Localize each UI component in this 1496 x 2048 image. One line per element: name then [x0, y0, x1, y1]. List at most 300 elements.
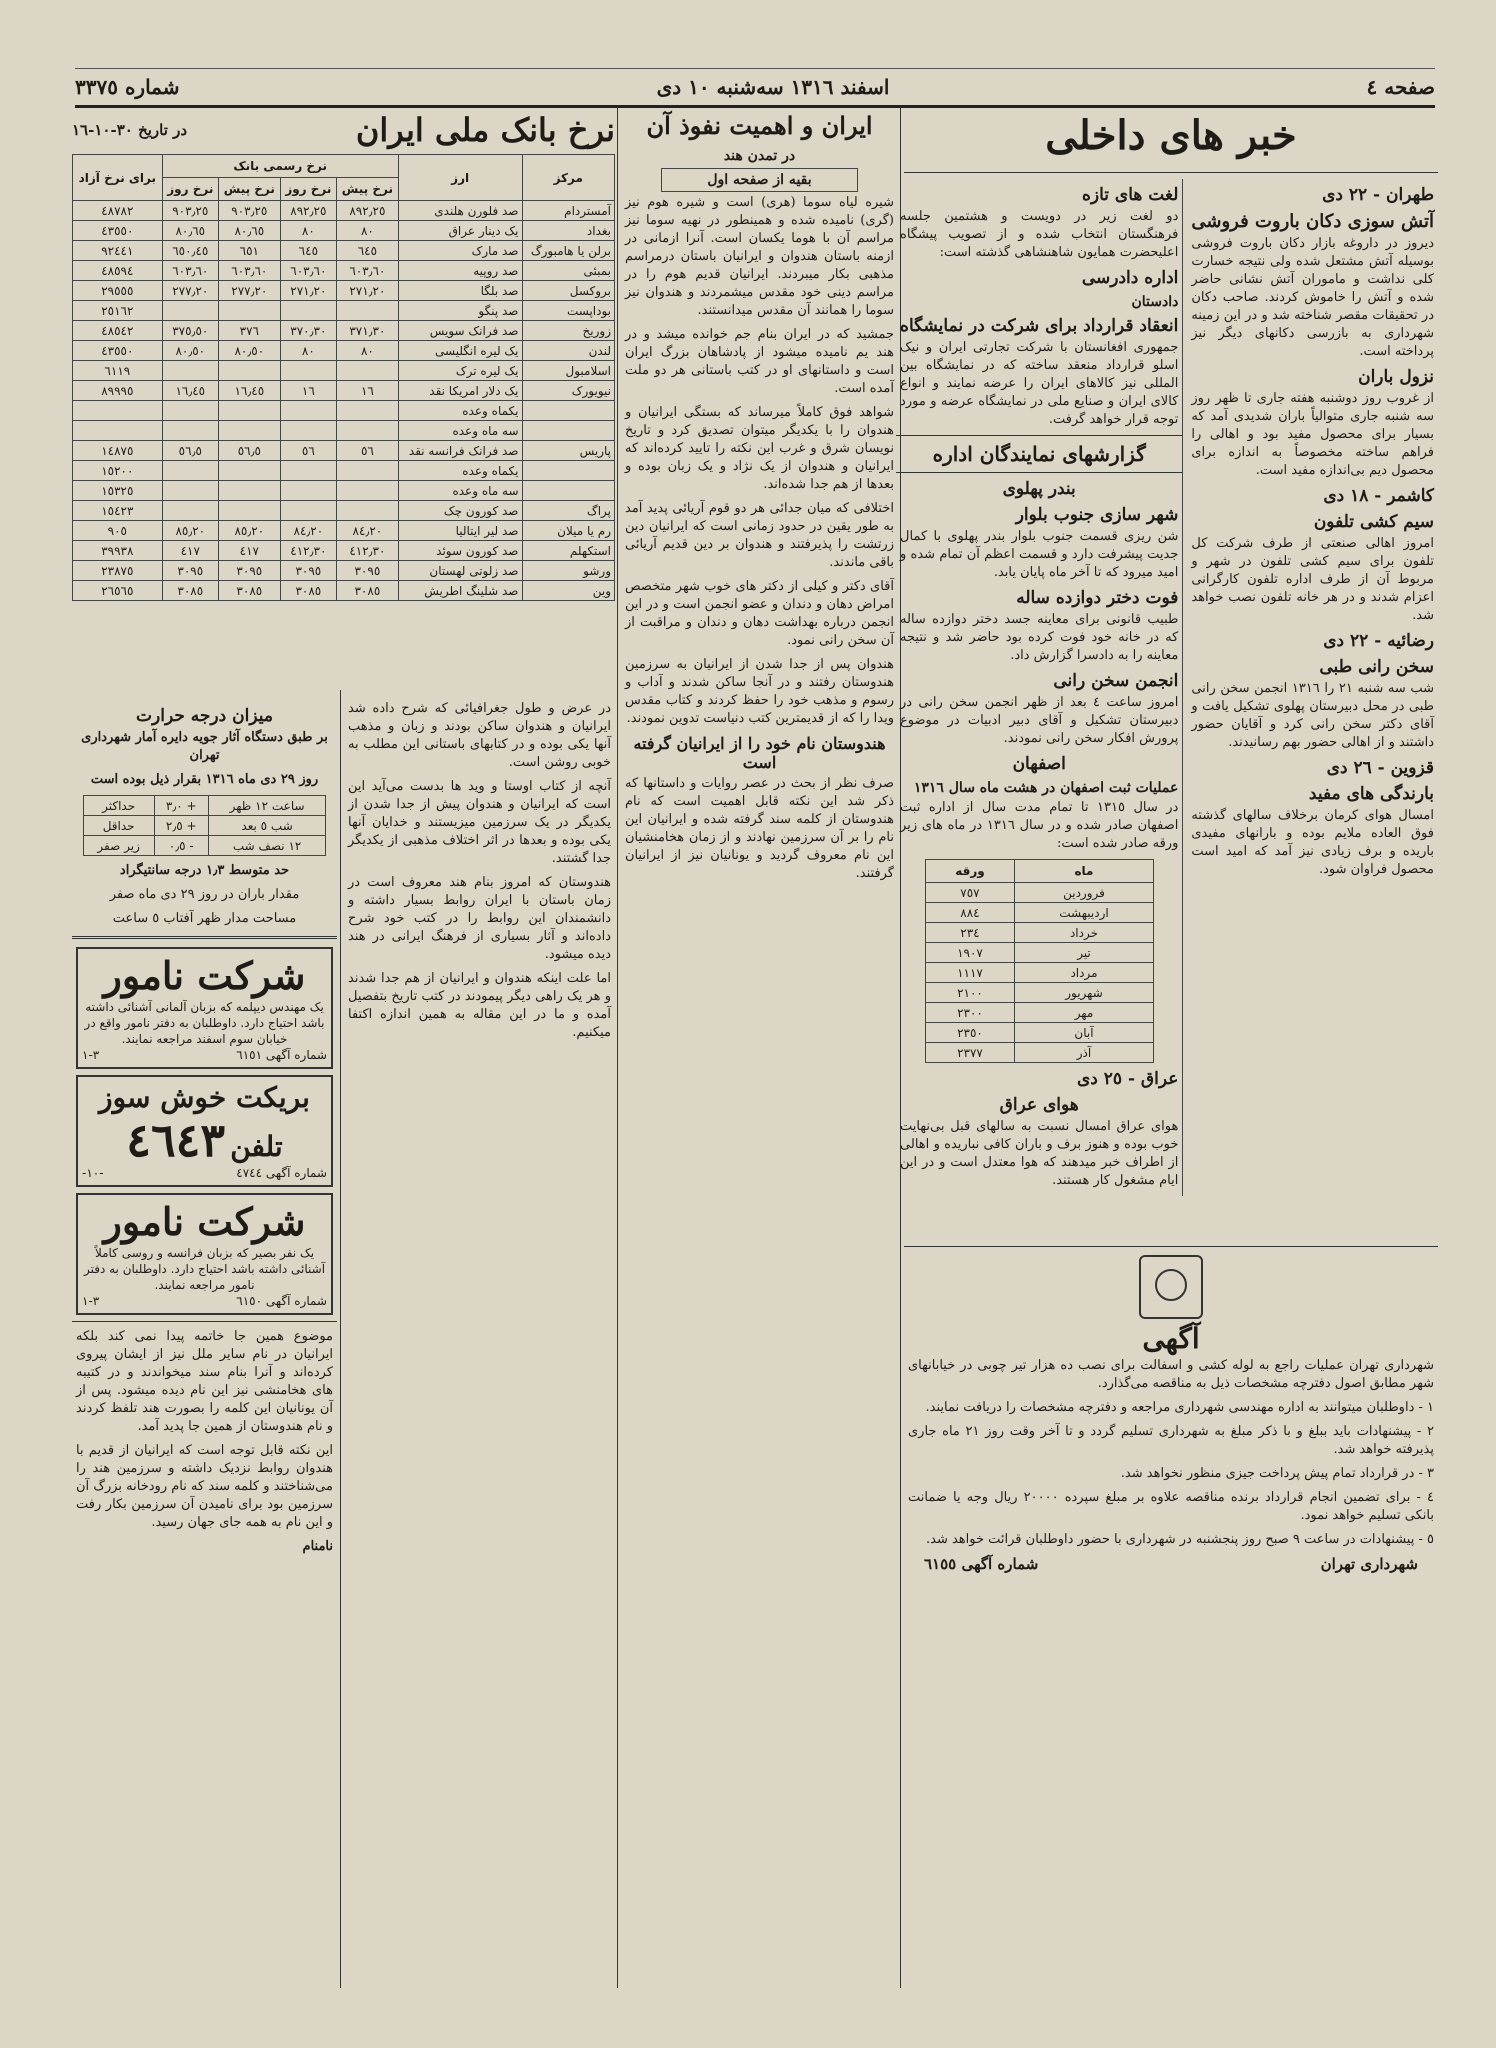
notice-signature: شهرداری تهران: [1320, 1555, 1418, 1573]
rate-value: ٤٨٧٨٢: [73, 201, 163, 221]
rate-city: [522, 481, 615, 501]
rate-currency: یکماه وعده: [398, 401, 522, 421]
rates-col-buy-cash: نرخ پیش: [337, 178, 399, 201]
rate-value: [337, 401, 399, 421]
rate-city: بمبئی: [522, 261, 615, 281]
rates-row: [73, 281, 615, 301]
rate-value: ٣٠٩٥: [162, 561, 218, 581]
rates-row: [73, 321, 615, 341]
rate-value: ٨٠: [280, 341, 336, 361]
speech-headline: انجمن سخن رانی: [1053, 671, 1179, 691]
rate-value: [162, 421, 218, 441]
isfahan-cell: آبان: [1015, 1023, 1153, 1043]
rate-value: [218, 361, 280, 381]
rates-row: [73, 401, 615, 421]
article-paragraph: جمشید که در ایران بنام جم خوانده میشد و در هند یم نامیده میشود از پادشاهان بزرگ ایران است و داستانهای او در کتب باستانی هر دو ملت آمده است.: [625, 327, 894, 396]
rate-value: ٤١٧: [218, 541, 280, 561]
rate-city: وین: [522, 581, 615, 601]
rate-city: [522, 461, 615, 481]
rate-value: ٢٦٥٦٥: [73, 581, 163, 601]
rate-value: ١٦٫٤٥: [218, 381, 280, 401]
mid-paragraph: آنچه از کتاب اوستا و وید ها بدست می‌آید این است که ایرانیان و هندوان پیش از جدا شدن از یکدیگر در یک سرزمین میزیستند و خدایان آنها یکی بوده و بعدها در اثر اختلاف مذهبی از یکدیگر جدا گشتند.: [348, 779, 611, 866]
weather-subtitle: بر طبق دستگاه آثار جویه دایره آمار شهرداری تهران: [81, 730, 328, 763]
rate-value: ١٤٨٧٥: [73, 441, 163, 461]
isfahan-row: [925, 963, 1153, 983]
ad-number: شماره آگهی ٦١٥١: [236, 1048, 327, 1062]
mid-paragraph: هندوستان که امروز بنام هند معروف است در زمان باستان با ایران روابط بسیار داشته و دانشمندان این روابط را در کتب خود شرح داده‌اند و آثار بسیاری از فرهنگ ایرانی در هند دیده میشود.: [348, 875, 611, 962]
rates-col-sell-cash: نرخ پیش: [218, 178, 280, 201]
rate-value: [280, 481, 336, 501]
mid-paragraph: در عرض و طول جغرافیائی که شرح داده شد ایرانیان و هندوان ساکن بودند و زبان و مذهب آنها یکی بوده و در کتابهای باستانی این مطلب به خوبی روشن است.: [348, 701, 611, 770]
rate-value: ٨٠٫٥٠: [162, 341, 218, 361]
rates-date: در تاریخ ٣٠-١٠-١٦: [72, 121, 188, 139]
rate-value: ٨٠٫٥٠: [218, 341, 280, 361]
rate-city: بغداد: [522, 221, 615, 241]
weather-row: [83, 836, 326, 856]
rate-city: آمستردام: [522, 201, 615, 221]
rate-value: [280, 401, 336, 421]
snow-headline: بارندگی های مفید: [1308, 784, 1434, 804]
isfahan-cell: ٢٣٥٠: [925, 1023, 1015, 1043]
iraq-headline: هوای عراق: [999, 1095, 1079, 1115]
coat-of-arms: [1139, 1255, 1203, 1319]
rate-value: ٨٤٫٢٠: [280, 521, 336, 541]
rate-currency: صد کورون چک: [398, 501, 522, 521]
isfahan-cell: ورقه: [925, 860, 1015, 883]
rates-row: [73, 201, 615, 221]
rate-value: ١٦: [337, 381, 399, 401]
rate-value: [337, 461, 399, 481]
phone-headline: سیم کشی تلفون: [1313, 512, 1434, 532]
rate-currency: یک لیره انگلیسی: [398, 341, 522, 361]
isfahan-row: [925, 943, 1153, 963]
rate-value: [162, 361, 218, 381]
rate-value: ٥٦٫٥: [162, 441, 218, 461]
rate-currency: یکماه وعده: [398, 461, 522, 481]
weather-title: میزان درجه حرارت: [136, 706, 273, 726]
ad-phone-label: تلفن: [230, 1130, 283, 1163]
rate-value: [280, 361, 336, 381]
rate-city: اسلامبول: [522, 361, 615, 381]
weather-cell: - ٠٫٥: [154, 836, 208, 856]
isfahan-table: [925, 859, 1154, 1063]
rates-row: [73, 541, 615, 561]
domestic-news-section: [900, 106, 1438, 1188]
rates-row: [73, 561, 615, 581]
notice-item: ٥ - پیشنهادات در ساعت ٩ صبح روز پنجشنبه در شهرداری با حضور داوطلبان قرائت خواهد شد.: [925, 1532, 1434, 1547]
rate-value: ١٥٢٠٠: [73, 461, 163, 481]
iraq-text: هوای عراق امسال نسبت به سالهای قبل بی‌نهایت خوب بوده و هنوز برف و باران کافی نباریده و اهالی از اطراف خبر میدهند که هوا معتدل است و در این ایام مشغول کار هستند.: [900, 1119, 1179, 1188]
rate-city: [522, 401, 615, 421]
issue-number: شماره ٣٣٧٥: [75, 75, 180, 99]
rate-value: ٦٤٥: [280, 241, 336, 261]
rate-value: ٨٠٫٦٥: [162, 221, 218, 241]
rates-row: [73, 381, 615, 401]
weather-table: [83, 795, 327, 856]
article-title: ایران و اهمیت نفوذ آن: [646, 111, 873, 140]
rates-col-buy-time: نرخ روز: [280, 178, 336, 201]
rate-value: ٣٠٩٥: [337, 561, 399, 581]
girl-text: طبیب قانونی برای معاینه جسد دختر دوازده ساله که در خانه خود فوت کرده بود حاضر شد و نتیجه معاینه را به دادسرا گزارش داد.: [900, 612, 1179, 663]
isfahan-cell: فروردین: [1015, 883, 1153, 903]
rates-row: [73, 361, 615, 381]
isfahan-cell: تیر: [1015, 943, 1153, 963]
rate-city: پراگ: [522, 501, 615, 521]
rates-title: نرخ بانک ملی ایران: [355, 111, 615, 149]
rate-value: ٣٠٨٥: [280, 581, 336, 601]
isfahan-cell: مهر: [1015, 1003, 1153, 1023]
contract-text: جمهوری افغانستان با شرکت تجارتی ایران و نیک اسلو قرارداد منعقد ساخته که در نمایشگاه بین المللی نیز کالاهای ایران را عرضه نمایند و انواع کالای ایران و صنایع ملی در نمایشگاه عرضه و مورد توجه قرار خواهد گرفت.: [900, 340, 1179, 427]
rate-city: بوداپست: [522, 301, 615, 321]
kashmar-date: کاشمر - ١٨ دی: [1323, 486, 1434, 506]
rate-value: ٣٧٥٫٥٠: [162, 321, 218, 341]
rate-value: [162, 481, 218, 501]
article-paragraph: شواهد فوق کاملاً میرساند که بستگی ایرانیان و هندوان را با یکدیگر میتوان تصدیق کرد و تاریخ نویسان شرق و غرب این نکته را تایید کرده‌اند که ایرانیان و هندوان از یک نژاد و یک زبان بوده و بعدها از هم جدا شده‌اند.: [625, 405, 894, 492]
article-paragraph: آقای دکتر و کیلی از دکتر های خوب شهر متخصص امراض دهان و دندان و عضو انجمن است و در این انجمن درباره بهداشت دهان و دندان و مراقبت از آن سخن رانی نمود.: [625, 579, 894, 648]
rate-currency: صد فلورن هلندی: [398, 201, 522, 221]
isfahan-row: [925, 983, 1153, 1003]
rain-text: از غروب روز دوشنبه هفته جاری تا ظهر روز سه شنبه جاری متوالیاً باران شدیدی آمد که بسیار برای محصول مفید بود و اهالی را فراهم ساخته مخصوصاً به اندازه برای محصول دیم بی‌اندازه مفید است.: [1191, 391, 1434, 478]
rate-currency: صد روپیه: [398, 261, 522, 281]
isfahan-cell: مرداد: [1015, 963, 1153, 983]
weather-cell: + ٣٫٠: [154, 796, 208, 816]
rate-city: زوریخ: [522, 321, 615, 341]
speech-text: امروز ساعت ٤ بعد از ظهر انجمن سخن رانی در دبیرستان تشکیل و آقای دبیر ادبیات در موضوع پرورش افکار سخن رانی نمودند.: [900, 695, 1179, 746]
rates-row: [73, 341, 615, 361]
rates-row: [73, 261, 615, 281]
page-number: صفحه ٤: [1366, 75, 1435, 99]
rate-value: ٦٠٣٫٦٠: [162, 261, 218, 281]
ad-number: شماره آگهی ٤٧٤٤: [236, 1166, 327, 1180]
masthead: [75, 68, 1435, 108]
rate-value: ٣٧٦: [218, 321, 280, 341]
rates-row: [73, 301, 615, 321]
ad-text: یک نفر بصیر که بزبان فرانسه و روسی کاملاً آشنائی داشته باشد احتیاج دارد. داوطلبان به دفتر نامور مراجعه نمایند.: [83, 1246, 326, 1292]
rate-value: ٦٥١: [218, 241, 280, 261]
weather-cell: + ٢٫٥: [154, 816, 208, 836]
ad-phone: ٤٦٤٣: [126, 1113, 226, 1167]
rate-value: [162, 301, 218, 321]
weather-sun: مساحت مدار ظهر آفتاب ٥ ساعت: [112, 911, 297, 926]
left-paragraph: این نکته قابل توجه است که ایرانیان از قدیم با هندوان روابط نزدیک داشته و سرزمین هند را می‌شناختند و کلمه سند که نام رودخانه بزرگ آن سرزمین بود برای نامیدن آن سرزمین بکار رفت و این نام به همه جای جهان رسید.: [76, 1443, 333, 1530]
weather-cell: حداکثر: [83, 796, 154, 816]
medical-headline: سخن رانی طبی: [1319, 657, 1434, 677]
rate-value: ٨٠: [337, 341, 399, 361]
rate-value: [337, 501, 399, 521]
rate-currency: صد فرانک سویس: [398, 321, 522, 341]
weather-date: روز ٢٩ دی ماه ١٣١٦ بقرار ذیل بوده است: [90, 772, 319, 787]
rate-value: ٢٥١٦٢: [73, 301, 163, 321]
weather-cell: شب ٥ بعد: [208, 816, 326, 836]
rate-value: ٦١١٩: [73, 361, 163, 381]
isfahan-row: [925, 1023, 1153, 1043]
ad-title: شرکت نامور: [103, 953, 306, 998]
article-box-title: هندوستان نام خود را از ایرانیان گرفته است: [633, 734, 886, 772]
office-headline: اداره دادرسی: [1081, 268, 1179, 288]
rate-value: ٦٠٣٫٦٠: [337, 261, 399, 281]
article-paragraph: هندوان پس از جدا شدن از ایرانیان به سرزمین هندوستان رفتند و در آنجا ساکن شدند و آداب و رسوم و مذهب خود را حفظ کردند و کتاب مقدس ویدا را که از قدیمترین کتب دنیاست تدوین نمودند.: [625, 657, 894, 726]
ad-count: ٣-١: [82, 1294, 100, 1308]
rate-value: ٨٠: [337, 221, 399, 241]
isfahan-row: [925, 883, 1153, 903]
rates-row: [73, 421, 615, 441]
weather-rain: مقدار باران در روز ٢٩ دی ماه صفر: [109, 887, 300, 902]
fire-headline: آتش سوزی دکان باروت فروشی: [1191, 211, 1434, 232]
isfahan-cell: ٢٣٧٧: [925, 1043, 1015, 1063]
rezaiyeh-date: رضائیه - ٢٢ دی: [1323, 631, 1434, 651]
notice-section: [904, 1240, 1438, 1988]
rate-currency: صد شلینگ اطریش: [398, 581, 522, 601]
rate-value: ٨٩٢٫٢٥: [337, 201, 399, 221]
rates-col-sell-time: نرخ روز: [162, 178, 218, 201]
ad-briquette: [76, 1075, 333, 1187]
notice-title: آگهی: [1142, 1322, 1200, 1355]
left-paragraph: موضوع همین جا خاتمه پیدا نمی کند بلکه ایرانیان در نام سایر ملل نیز از ایشان پیروی کرده‌اند و آنرا بنام سند میخواندند و در کتیبه های هخامنشی نیز این نام دیده میشود. پس از آن یونانیان این کلمه را بصورت هند تلفظ کردند و نام هندوستان از همین جا پدید آمد.: [76, 1329, 333, 1434]
rate-currency: صد فرانک فرانسه نقد: [398, 441, 522, 461]
rate-value: ٥٦: [337, 441, 399, 461]
weather-row: [83, 796, 326, 816]
notice-item: ٢ - پیشنهادات باید ببلغ و با ذکر مبلغ به شهرداری تسلیم گردد و تا آخر وقت روز ٢١ ماه جاری پذیرفته خواهد شد.: [908, 1424, 1434, 1457]
rate-value: ٥٦٫٥: [218, 441, 280, 461]
rate-city: [522, 421, 615, 441]
rate-city: ورشو: [522, 561, 615, 581]
rate-value: ٣٠٩٥: [280, 561, 336, 581]
rates-row: [73, 441, 615, 461]
rate-value: ٣٠٨٥: [218, 581, 280, 601]
notice-item: ١ - داوطلبان میتوانند به اداره مهندسی شهرداری مراجعه و دفترچه مشخصات را دریافت نمایند.: [925, 1400, 1434, 1415]
rate-value: ٩٢٤٤١: [73, 241, 163, 261]
girl-headline: فوت دختر دوازده ساله: [1016, 588, 1179, 608]
rate-value: ٢٩٥٥٥: [73, 281, 163, 301]
isfahan-cell: ٢٣٠٠: [925, 1003, 1015, 1023]
rates-section: [72, 106, 615, 698]
isfahan-cell: ١٩٠٧: [925, 943, 1015, 963]
rate-value: [337, 481, 399, 501]
rate-value: ٢٧١٫٢٠: [337, 281, 399, 301]
rate-value: ٤٣٥٥٠: [73, 221, 163, 241]
rate-value: ٩٠٣٫٢٥: [162, 201, 218, 221]
rate-value: ١٦٫٤٥: [162, 381, 218, 401]
rate-value: ٨٠٫٦٥: [218, 221, 280, 241]
rate-currency: سه ماه وعده: [398, 481, 522, 501]
rate-city: رم یا میلان: [522, 521, 615, 541]
rate-value: ٢٧١٫٢٠: [280, 281, 336, 301]
rate-value: [73, 421, 163, 441]
isfahan-cell: ماه: [1015, 860, 1153, 883]
vocab-headline: لغت های تازه: [1081, 185, 1179, 205]
rate-value: [337, 421, 399, 441]
rate-value: [218, 501, 280, 521]
qazvin-date: قزوین - ٢٦ دی: [1326, 758, 1434, 778]
rate-value: ٣٠٩٥: [218, 561, 280, 581]
rate-value: [218, 421, 280, 441]
reports-headline: گزارشهای نمایندگان اداره: [932, 442, 1146, 466]
ad-namvar-1: [76, 947, 333, 1069]
fire-text: دیروز در داروغه بازار دکان باروت فروشی بوسیله آتش مشتعل شده ولی نتیجه خسارت کلی نداشت و ماموران آتش نشانی حاضر شده و آتش را خاموش کردند. صاحب دکان در تحقیقات مقصر شناخته شد و در این زمینه شهرداری به بازرسی دکانهای دیگر نیز پرداخته است.: [1191, 236, 1434, 359]
rates-table: [72, 154, 615, 601]
article-subtitle: در تمدن هند: [723, 148, 796, 164]
rate-currency: صد پنگو: [398, 301, 522, 321]
rate-value: ٣٩٩٣٨: [73, 541, 163, 561]
rate-value: ٤٣٥٥٠: [73, 341, 163, 361]
rate-currency: سه ماه وعده: [398, 421, 522, 441]
isfahan-cell: خرداد: [1015, 923, 1153, 943]
isfahan-row: [925, 923, 1153, 943]
rates-row: [73, 501, 615, 521]
vocab-text: دو لغت زیر در دویست و هشتمین جلسه فرهنگستان انتخاب شده و از تصویب پیشگاه اعلیحضرت همایون شاهنشاهی گذشته است:: [900, 209, 1179, 260]
isfahan-cell: ٢١٠٠: [925, 983, 1015, 1003]
rain-headline: نزول باران: [1358, 367, 1434, 387]
weather-cell: ساعت ١٢ ظهر: [208, 796, 326, 816]
rate-value: [218, 481, 280, 501]
rate-value: ٣٧١٫٣٠: [337, 321, 399, 341]
rates-col-city: مرکز: [522, 155, 615, 201]
bulvar-headline: شهر سازی جنوب بلوار: [1015, 505, 1179, 525]
isfahan-cell: آذر: [1015, 1043, 1153, 1063]
mid-paragraph: اما علت اینکه هندوان و ایرانیان از هم جدا شدند و هر یک راهی دیگر پیمودند در کتب تاریخ بتفصیل آمده و ما در این مقاله به همین اندازه اکتفا میکنیم.: [348, 971, 611, 1040]
rate-value: ٤١٢٫٣٠: [280, 541, 336, 561]
medical-text: شب سه شنبه ٢١ را ١٣١٦ انجمن سخن رانی طبی در محل دبیرستان پهلوی تشکیل یافت و آقای دکتر سخن رانی کرد و آقایان حضور داشتند و از اهالی حضور بهم رسانیدند.: [1191, 681, 1435, 750]
phone-text: امروز اهالی صنعتی از طرف شرکت کل تلفون برای سیم کشی تلفون در شهر و مربوط آن از طرف اداره تلفون کارگرانی اعزام شدند و در هر خانه تلفون نصب خواهد شد.: [1191, 536, 1434, 623]
rates-row: [73, 521, 615, 541]
rate-value: ٢٧٧٫٢٠: [162, 281, 218, 301]
rate-value: [337, 361, 399, 381]
ad-number: شماره آگهی ٦١٥٠: [236, 1294, 327, 1308]
rate-currency: صد لیر ایتالیا: [398, 521, 522, 541]
rate-value: ٤٨٥٤٢: [73, 321, 163, 341]
rate-value: [337, 301, 399, 321]
mid-text-section: [344, 700, 615, 1988]
rates-row: [73, 581, 615, 601]
rate-value: ٣٧٠٫٣٠: [280, 321, 336, 341]
rate-value: ٥٦: [280, 441, 336, 461]
ad-count: ٣-١: [82, 1048, 100, 1062]
rate-value: ٩٠٥: [73, 521, 163, 541]
ad-namvar-2: [76, 1193, 333, 1315]
rate-value: ٩٠٣٫٢٥: [218, 201, 280, 221]
rate-value: [218, 301, 280, 321]
rate-city: لندن: [522, 341, 615, 361]
rate-value: [162, 401, 218, 421]
office-sub: دادستان: [1131, 294, 1179, 310]
rate-value: ٨٩٢٫٢٥: [280, 201, 336, 221]
rates-col-currency: ارز: [398, 155, 522, 201]
ad-title: بریکت خوش سوز: [99, 1081, 310, 1114]
isfahan-cell: ١١١٧: [925, 963, 1015, 983]
rate-value: [218, 461, 280, 481]
isfahan-cell: اردیبهشت: [1015, 903, 1153, 923]
rate-value: [218, 401, 280, 421]
rate-value: ٣٠٨٥: [162, 581, 218, 601]
tehran-date: طهران - ٢٢ دی: [1322, 185, 1434, 205]
ad-count: -١٠-: [82, 1166, 104, 1180]
rate-value: ٦٠٣٫٦٠: [218, 261, 280, 281]
notice-item: ٣ - در قرارداد تمام پیش پرداخت جیزی منظور نخواهد شد.: [1120, 1466, 1434, 1481]
snow-text: امسال هوای کرمان برخلاف سالهای گذشته فوق العاده ملایم بوده و بارانهای مفیدی باریده و برف زیادی نیز آمد که امید است محصول فراوان شود.: [1191, 808, 1434, 877]
rate-value: ٨٥٫٢٠: [162, 521, 218, 541]
isfahan-row: [925, 1043, 1153, 1063]
isfahan-row: [925, 903, 1153, 923]
rate-value: ٤١٧: [162, 541, 218, 561]
rate-currency: صد مارک: [398, 241, 522, 261]
rate-city: برلن یا هامبورگ: [522, 241, 615, 261]
rate-value: [280, 461, 336, 481]
rates-row: [73, 241, 615, 261]
rates-col-free: برای نرخ آزاد: [73, 155, 163, 201]
rate-value: ٢٧٧٫٢٠: [218, 281, 280, 301]
rate-value: ٢٣٨٧٥: [73, 561, 163, 581]
rate-value: ٤١٢٫٣٠: [337, 541, 399, 561]
rate-value: [162, 501, 218, 521]
isfahan-cell: ٨٨٤: [925, 903, 1015, 923]
weather-cell: ١٢ نصف شب: [208, 836, 326, 856]
rate-currency: یک دلار امریکا نقد: [398, 381, 522, 401]
rate-value: ٨٠: [280, 221, 336, 241]
rate-currency: یک لیره ترک: [398, 361, 522, 381]
rates-row: [73, 221, 615, 241]
rate-city: پاریس: [522, 441, 615, 461]
article-paragraph: اختلافی که میان جدائی هر دو قوم آریائی پدید آمد به طور یقین در حدود زمانی است که ایرانیان دین زرتشت را پذیرفتند و هندوان بر دین قدیم آریائی باقی ماندند.: [625, 501, 894, 570]
notice-item: ٤ - برای تضمین انجام قرارداد برنده مناقصه علاوه بر مبلغ سپرده ٢٠٠٠٠ ریال وجه یا ضمانت بانکی تسلیم خواهد نمود.: [908, 1490, 1434, 1523]
isfahan-headline: اصفهان: [1012, 754, 1066, 774]
weather-row: [83, 816, 326, 836]
rate-value: ٦٠٣٫٦٠: [280, 261, 336, 281]
weather-cell: زیر صفر: [83, 836, 154, 856]
rate-city: بروکسل: [522, 281, 615, 301]
rate-city: استکهلم: [522, 541, 615, 561]
notice-intro: شهرداری تهران عملیات راجع به لوله کشی و اسفالت برای نصب ده هزار تیر چوبی در خیابانهای شهر مطابق اصول دفترچه مشخصات ذیل به مناقصه می‌گذارد.: [908, 1358, 1434, 1391]
isfahan-row: [925, 860, 1153, 883]
rate-value: ١٥٣٢٥: [73, 481, 163, 501]
left-signature: نامنام: [302, 1539, 333, 1554]
weather-cell: حداقل: [83, 816, 154, 836]
rates-col-official: نرخ رسمی بانک: [162, 155, 398, 178]
rate-currency: صد زلوتی لهستان: [398, 561, 522, 581]
rate-value: [73, 401, 163, 421]
isfahan-row: [925, 1003, 1153, 1023]
rate-value: ١٥٤٢٣: [73, 501, 163, 521]
article-paragraph: شیره لیاه سوما (هری) است و شیره هوم نیز (گری) نامیده شده و همینطور در نهیه سوما نیز مراسم آن با هوما یکسان است. آنرا ازمانی در ازمنه باستان هندوان و ایرانیان باستان درمراسم مذهبی بکار میبردند. ایرانیان قدیم هوم را در مراسم دینی خود مقدس میشمردند و هندوان نیز سوما را همانند آن مقدس میدانستند.: [625, 195, 894, 318]
bulvar-text: شن ریزی قسمت جنوب بلوار بندر پهلوی با کمال جدیت پیشرفت دارد و قسمت اعظم آن تمام شده و امید میرود که تا آخر ماه پایان یابد.: [900, 529, 1179, 580]
rate-currency: صد بلگا: [398, 281, 522, 301]
contract-headline: انعقاد قرارداد برای شرکت در نمایشگاه: [900, 316, 1179, 336]
rates-row: [73, 481, 615, 501]
rate-currency: صد کورون سوئد: [398, 541, 522, 561]
rate-value: [162, 461, 218, 481]
rate-value: ٨٥٫٢٠: [218, 521, 280, 541]
rate-value: ٨٤٫٢٠: [337, 521, 399, 541]
isfahan-cell: ٧٥٧: [925, 883, 1015, 903]
article-section: [621, 106, 898, 1988]
ad-text: یک مهندس دیپلمه که بزبان آلمانی آشنائی داشته باشد احتیاج دارد. داوطلبان به دفتر نامور واقع در خیابان سوم اسفند مراجعه نمایند.: [84, 1000, 325, 1046]
weather-avg: حد متوسط ١٫٣ درجه سانتیگراد: [119, 863, 290, 878]
isfahan-text: در سال ١٣١٥ تا تمام مدت سال از اداره ثبت اصفهان صادر شده و در سال ١٣١٦ در ماه های زیر ورقه صادر شده است:: [900, 800, 1179, 851]
notice-adno: شماره آگهی ٦١٥٥: [924, 1555, 1039, 1573]
domestic-news-title: خبر های داخلی: [1045, 112, 1297, 159]
rate-value: [280, 421, 336, 441]
article-paragraph: صرف نظر از بحث در عصر روایات و داستانها که ذکر شد این نکته قابل اهمیت است که نام هندوستان از کلمه سند گرفته شده و ایرانیان این نام را بر آن سرزمین نهادند و از زمان هخامنشیان این نام معروف گردید و یونانیان نیز از ایرانیان گرفتند.: [625, 776, 894, 881]
isfahan-sub: عملیات ثبت اصفهان در هشت ماه سال ١٣١٦: [913, 780, 1179, 796]
weather-ads-section: [72, 700, 337, 1988]
rate-city: نیویورک: [522, 381, 615, 401]
rate-value: [280, 301, 336, 321]
isfahan-cell: ٢٣٤: [925, 923, 1015, 943]
rate-currency: یک دینار عراق: [398, 221, 522, 241]
rate-value: ٤٨٥٩٤: [73, 261, 163, 281]
article-continued: بقیه از صفحه اول: [661, 168, 858, 192]
bandar-headline: بندر پهلوی: [1002, 479, 1076, 499]
rate-value: ٨٩٩٩٥: [73, 381, 163, 401]
